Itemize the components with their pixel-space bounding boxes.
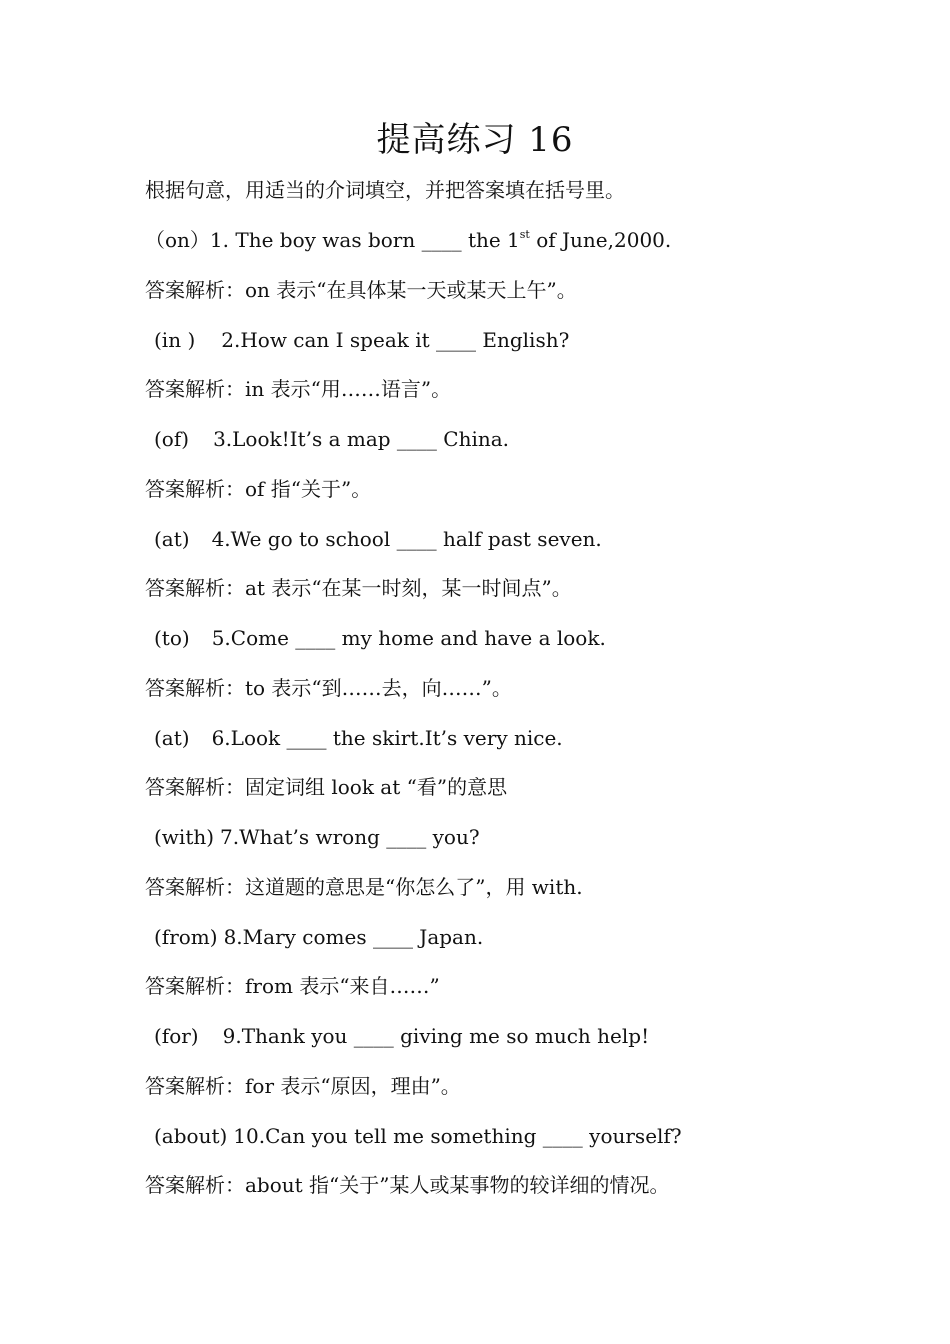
question-text: 5.Come ____ my home and have a look. [211,626,606,650]
question-text: 6.Look ____ the skirt.It’s very nice. [211,725,563,750]
explanation-line: 答案解析：固定词组 look at “看”的意思 [145,775,508,800]
question-text: 7.What’s wrong ____ you? [220,825,480,849]
question-line [145,919,905,969]
question-line [145,322,905,372]
explanation-line: 答案解析：for 表示“原因，理由”。 [145,1073,461,1098]
question-text: 4.We go to school ____ half past seven. [211,526,602,551]
page-title: 提高练习 16 [376,120,574,160]
explanation-line: 答案解析：to 表示“到……去，向……”。 [145,675,512,700]
question-line [145,222,905,272]
question-line [145,620,905,670]
question-text-tail: of June,2000. [529,228,672,252]
answer-in-brackets: (with) [154,825,215,849]
explanation-line: 答案解析：这道题的意思是“你怎么了”，用 with. [145,874,583,899]
question-text: 1. The boy was born ____ the 1 [209,228,520,252]
answer-in-brackets: (about) [154,1123,228,1148]
question-line [145,421,905,471]
answer-in-brackets: (at) [154,526,190,551]
explanation-line: 答案解析：in 表示“用……语言”。 [145,377,452,402]
answer-in-brackets: (for) [154,1024,199,1048]
question-line [145,1018,905,1068]
explanation-line: 答案解析：about 指“关于”某人或某事物的较详细的情况。 [145,1173,670,1198]
answer-in-brackets: (to) [154,626,190,650]
exercise-list [145,222,905,1217]
answer-in-brackets: (of) [154,427,190,451]
question-line [145,521,905,571]
answer-in-brackets: （on） [145,228,210,252]
explanation-line: 答案解析：at 表示“在某一时刻，某一时间点”。 [145,576,572,601]
explanation-line: 答案解析：of 指“关于”。 [145,476,372,501]
explanation-line: 答案解析：from 表示“来自……” [145,974,440,999]
answer-in-brackets: (at) [154,725,190,750]
question-text: 9.Thank you ____ giving me so much help! [222,1024,650,1048]
question-text: 10.Can you tell me something ____ yourself? [233,1123,682,1148]
question-text: 2.How can I speak it ____ English? [221,327,570,352]
question-text: 8.Mary comes ____ Japan. [223,924,484,949]
question-line [145,1118,905,1168]
ordinal-superscript: st [519,228,530,241]
answer-in-brackets: (in ) [154,327,196,352]
answer-in-brackets: (from) [154,924,218,949]
question-text: 3.Look!It’s a map ____ China. [213,427,510,451]
question-line [145,720,905,770]
explanation-line: 答案解析：on 表示“在具体某一天或某天上午”。 [145,277,577,302]
question-line [145,819,905,869]
instruction-text: 根据句意，用适当的介词填空，并把答案填在括号里。 [145,178,625,202]
